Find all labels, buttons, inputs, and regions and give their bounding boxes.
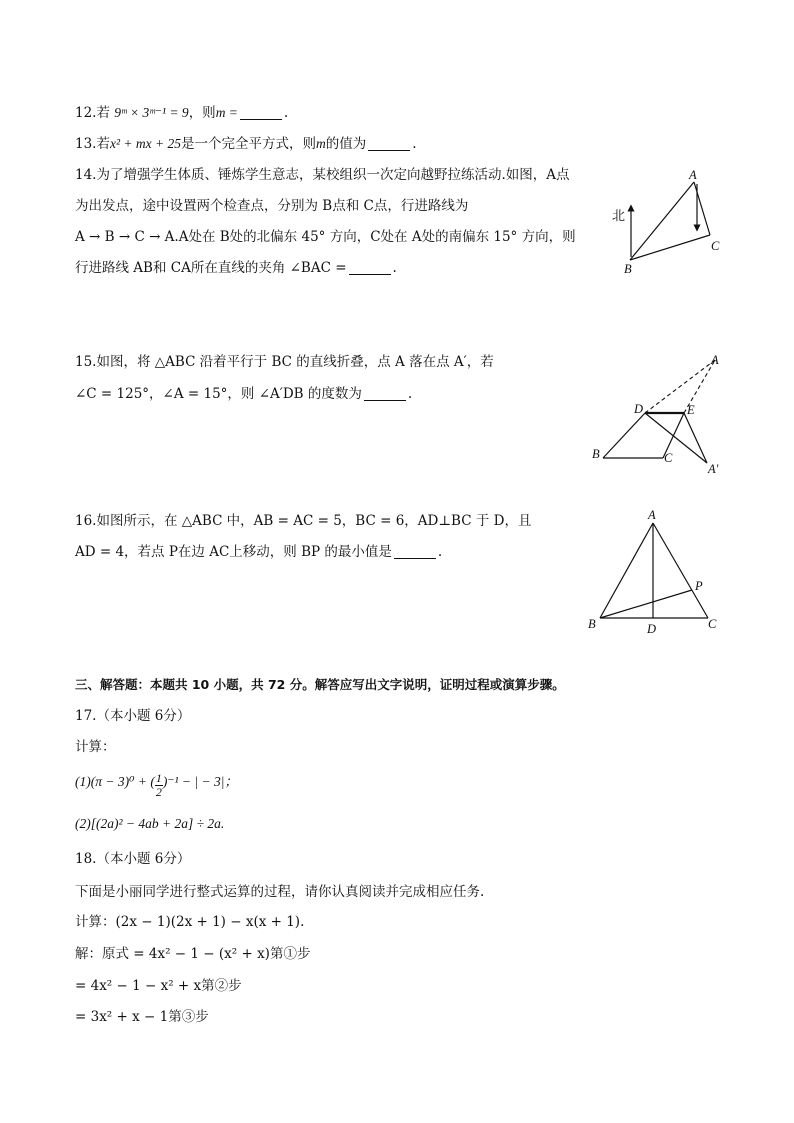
- q12-end: .: [283, 105, 289, 121]
- section-3-heading: 三、解答题：本题共 10 小题，共 72 分。解答应写出文字说明，证明过程或演算步骤。: [75, 677, 565, 692]
- q16-label-C: C: [708, 617, 717, 631]
- q16-end: .: [437, 544, 443, 560]
- q15-line-1: 15.如图，将 △ABC 沿着平行于 BC 的直线折叠，点 A 落在点 A′，若: [75, 354, 494, 370]
- q14-figure: [600, 160, 730, 280]
- q15-label-D: D: [634, 402, 644, 416]
- q16-segment-AC: [653, 523, 708, 618]
- q16-label-D: D: [647, 622, 657, 636]
- q13-variable: m: [316, 136, 326, 151]
- q16-label-P: P: [695, 579, 703, 593]
- q16-line-1: 16.如图所示，在 △ABC 中，AB = AC = 5，BC = 6，AD⊥BC 于 D，且: [75, 513, 532, 529]
- q13-number: 13.: [75, 136, 97, 152]
- q17-part-1-post: )⁻¹ − | − 3|；: [162, 774, 238, 789]
- q15-label-C: C: [664, 451, 673, 465]
- q17-part-2: (2)[(2a)² − 4ab + 2a] ÷ 2a.: [75, 816, 225, 831]
- q14-label-C: C: [711, 239, 720, 253]
- q12-variable: m =: [215, 105, 238, 120]
- q15-figure: [585, 345, 735, 480]
- q15-dashed-DA: [645, 360, 715, 413]
- q17-title: 17.（本小题 6分）: [75, 708, 191, 724]
- q14-line-4: [75, 258, 397, 278]
- q18-intro: 下面是小丽同学进行整式运算的过程，请你认真阅读并完成相应任务.: [75, 884, 485, 900]
- q18-step-1: 解：原式 = 4x² − 1 − (x² + x)第①步: [75, 946, 311, 962]
- q12-prefix: 若: [96, 105, 110, 121]
- q15-segment-EA2: [684, 413, 707, 463]
- q14-segment-BC: [630, 235, 710, 260]
- q17-fraction-denominator: 2: [155, 785, 162, 799]
- q13-tail: 的值为: [325, 136, 367, 152]
- q18-step-3: = 3x² + x − 1第③步: [75, 1009, 209, 1025]
- q14-line-2: 为出发点，途中设置两个检查点，分别为 B点和 C点，行进路线为: [75, 198, 469, 214]
- q14-label-A: A: [689, 168, 697, 182]
- q18-calc: 计算：(2x − 1)(2x + 1) − x(x + 1).: [75, 914, 305, 930]
- q15-end: .: [407, 386, 413, 402]
- q17-fraction-numerator: 1: [155, 771, 162, 785]
- q13-prefix: 若: [96, 136, 110, 152]
- q15-label-A-prime: A′: [708, 462, 719, 476]
- q14-line-4-text: 行进路线 AB和 CA所在直线的夹角 ∠BAC =: [75, 260, 347, 276]
- q15-line-2-text: ∠C = 125°，∠A = 15°，则 ∠A′DB 的度数为: [75, 386, 362, 402]
- q12-number: 12.: [75, 105, 97, 121]
- q15-answer-blank[interactable]: [364, 386, 406, 401]
- q14-answer-blank[interactable]: [349, 260, 391, 275]
- q12-expression: 9ᵐ × 3ᵐ⁻¹ = 9: [114, 105, 189, 120]
- q15-line-2: [75, 384, 412, 404]
- q16-label-B: B: [588, 617, 596, 631]
- q18-title: 18.（本小题 6分）: [75, 851, 191, 867]
- q15-label-A: A: [711, 353, 719, 367]
- q14-north-label: 北: [612, 209, 626, 224]
- q14-label-B: B: [624, 262, 632, 276]
- q18-step-2: = 4x² − 1 − x² + x第②步: [75, 978, 242, 994]
- q17-fraction: [155, 772, 163, 799]
- q15-segment-DA2: [645, 413, 707, 463]
- question-12: [75, 103, 288, 123]
- q16-label-A: A: [648, 508, 656, 522]
- q12-answer-blank[interactable]: [240, 105, 282, 120]
- q17-part-1: [75, 772, 238, 799]
- q17-intro: 计算：: [75, 739, 116, 755]
- q14-end: .: [392, 260, 397, 276]
- question-13: [75, 134, 417, 154]
- q14-line-3: A → B → C → A.A处在 B处的北偏东 45° 方向，C处在 A处的南偏东 15° 方向，则: [75, 229, 576, 245]
- q14-segment-AB: [630, 182, 694, 260]
- q17-part-1-pre: (1)(π − 3)⁰ + (: [75, 774, 155, 789]
- q15-label-B: B: [592, 447, 600, 461]
- q16-line-2: [75, 542, 442, 562]
- q16-figure: [585, 505, 725, 640]
- q15-segment-BD: [603, 413, 645, 458]
- q15-label-E: E: [687, 403, 695, 417]
- q13-expression: x² + mx + 25: [109, 136, 181, 151]
- q12-separator: ，则: [188, 105, 216, 121]
- q13-answer-blank[interactable]: [368, 136, 410, 151]
- q13-end: .: [412, 136, 417, 152]
- q13-middle: 是一个完全平方式，则: [181, 136, 316, 152]
- q16-answer-blank[interactable]: [394, 544, 436, 559]
- q16-line-2-text: AD = 4，若点 P在边 AC上移动，则 BP 的最小值是: [75, 544, 392, 560]
- q14-line-1: 14.为了增强学生体质、锤炼学生意志，某校组织一次定向越野拉练活动.如图，A点: [75, 167, 570, 183]
